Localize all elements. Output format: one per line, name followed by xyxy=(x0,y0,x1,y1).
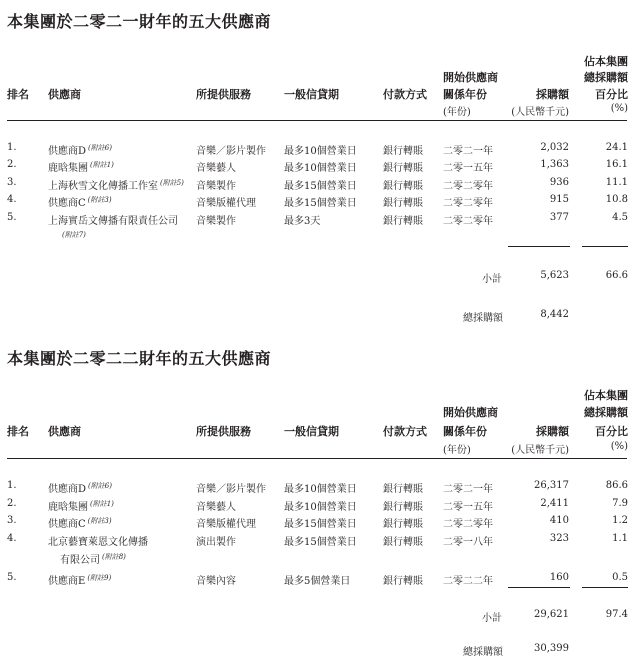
header-amount-unit: (人民幣千元) xyxy=(511,445,569,456)
supplier-note: (附註1) xyxy=(90,499,114,508)
subtotal-amount: 5,623 xyxy=(540,270,569,281)
supplier-name: 供應商D xyxy=(48,146,87,157)
row-service: 音樂版權代理 xyxy=(196,519,256,530)
row-pct: 24.1 xyxy=(605,142,628,153)
total-label: 總採購額 xyxy=(463,647,503,658)
header-service: 所提供服務 xyxy=(196,425,251,438)
header-supplier: 供應商 xyxy=(48,88,81,101)
row-credit: 最多10個營業日 xyxy=(284,146,357,157)
row-payment: 銀行轉賬 xyxy=(383,519,423,530)
row-supplier xyxy=(48,515,112,530)
header-since-unit: (年份) xyxy=(443,107,471,118)
row-supplier xyxy=(48,159,114,174)
header-rank: 排名 xyxy=(7,88,29,101)
row-supplier: 北京藝寶萊恩文化傳播 xyxy=(48,537,148,548)
row-rank: 4. xyxy=(7,533,17,544)
row-since: 二零二零年 xyxy=(443,216,493,227)
row-amount: 915 xyxy=(549,194,569,205)
row-payment: 銀行轉賬 xyxy=(383,537,423,548)
row-pct: 7.9 xyxy=(612,498,628,509)
header-pct-line1: 佔本集團 xyxy=(584,55,628,68)
header-amount: 採購額 xyxy=(536,425,569,438)
row-supplier: 上海實岳文傳播有限責任公司 xyxy=(48,216,178,227)
subtotal-label: 小計 xyxy=(482,613,502,624)
supplier-name: 供應商C xyxy=(48,519,86,530)
row-since: 二零二一年 xyxy=(443,146,493,157)
row-amount: 1,363 xyxy=(540,159,569,170)
amount-sum-rule xyxy=(508,246,570,247)
header-pct-unit: (%) xyxy=(610,103,628,114)
row-supplier xyxy=(48,480,112,495)
amount-sum-rule xyxy=(508,587,570,588)
row-supplier-line2 xyxy=(60,551,126,566)
row-since: 二零二零年 xyxy=(443,198,493,209)
header-since-line2: 關係年份 xyxy=(443,88,487,101)
row-rank: 2. xyxy=(7,498,17,509)
supplier-note: (附註3) xyxy=(87,195,112,204)
row-service: 音樂／影片製作 xyxy=(196,484,266,495)
row-since: 二零二二年 xyxy=(443,576,493,587)
row-amount: 410 xyxy=(549,515,569,526)
row-amount: 377 xyxy=(549,212,569,223)
row-service: 音樂藝人 xyxy=(196,502,236,513)
pct-sum-rule xyxy=(582,246,628,247)
total-amount: 30,399 xyxy=(534,643,569,654)
supplier-note: (附註8) xyxy=(102,552,126,561)
row-payment: 銀行轉賬 xyxy=(383,576,423,587)
header-since-line1: 開始供應商 xyxy=(443,406,498,419)
row-credit: 最多5個營業日 xyxy=(284,576,351,587)
row-credit: 最多3天 xyxy=(284,216,321,227)
supplier-name: 供應商C xyxy=(48,198,86,209)
supplier-name: 供應商D xyxy=(48,484,87,495)
row-amount: 936 xyxy=(549,177,569,188)
row-pct: 11.1 xyxy=(605,177,628,188)
row-pct: 16.1 xyxy=(605,159,628,170)
section-title: 本集團於二零二二財年的五大供應商 xyxy=(7,349,272,368)
row-service: 音樂版權代理 xyxy=(196,198,256,209)
row-supplier xyxy=(48,194,112,209)
row-pct: 4.5 xyxy=(612,212,628,223)
header-credit: 一般信貸期 xyxy=(284,88,339,101)
supplier-name: 供應商E xyxy=(48,576,86,587)
header-pct-unit: (%) xyxy=(610,441,628,452)
section-title: 本集團於二零二一財年的五大供應商 xyxy=(7,12,272,31)
row-rank: 1. xyxy=(7,142,17,153)
row-amount: 160 xyxy=(549,572,569,583)
row-credit: 最多15個營業日 xyxy=(284,198,357,209)
supplier-note: (附註5) xyxy=(160,178,184,187)
header-rule xyxy=(7,120,627,121)
row-credit: 最多10個營業日 xyxy=(284,163,357,174)
row-rank: 1. xyxy=(7,480,17,491)
header-payment: 付款方式 xyxy=(383,425,427,438)
header-rule xyxy=(7,458,627,459)
row-credit: 最多15個營業日 xyxy=(284,537,357,548)
row-payment: 銀行轉賬 xyxy=(383,181,423,192)
row-supplier xyxy=(48,572,111,587)
header-pct-line3: 百分比 xyxy=(595,88,628,101)
header-amount-unit: (人民幣千元) xyxy=(511,107,569,118)
header-since-unit: (年份) xyxy=(443,445,471,456)
row-supplier xyxy=(48,498,114,513)
row-pct: 0.5 xyxy=(612,572,628,583)
supplier-note: (附註1) xyxy=(90,160,114,169)
supplier-note: (附註6) xyxy=(88,481,112,490)
row-service: 音樂內容 xyxy=(196,576,236,587)
row-rank: 5. xyxy=(7,572,17,583)
row-rank: 2. xyxy=(7,159,17,170)
row-since: 二零一五年 xyxy=(443,502,493,513)
supplier-note: (附註7) xyxy=(62,231,86,239)
row-rank: 3. xyxy=(7,177,17,188)
row-payment: 銀行轉賬 xyxy=(383,163,423,174)
row-pct: 1.2 xyxy=(612,515,628,526)
header-supplier: 供應商 xyxy=(48,425,81,438)
supplier-name: 鹿晗集團 xyxy=(48,502,88,513)
row-rank: 3. xyxy=(7,515,17,526)
row-amount: 323 xyxy=(549,533,569,544)
header-since-line2: 關係年份 xyxy=(443,425,487,438)
row-credit: 最多15個營業日 xyxy=(284,519,357,530)
header-credit: 一般信貸期 xyxy=(284,425,339,438)
row-credit: 最多10個營業日 xyxy=(284,502,357,513)
row-service: 音樂製作 xyxy=(196,216,236,227)
row-since: 二零二零年 xyxy=(443,181,493,192)
row-service: 演出製作 xyxy=(196,537,236,548)
row-service: 音樂製作 xyxy=(196,181,236,192)
row-payment: 銀行轉賬 xyxy=(383,502,423,513)
row-amount: 2,032 xyxy=(540,142,569,153)
row-amount: 2,411 xyxy=(540,498,569,509)
row-since: 二零一八年 xyxy=(443,537,493,548)
supplier-name: 上海秋雪文化傳播工作室 xyxy=(48,181,158,192)
row-payment: 銀行轉賬 xyxy=(383,198,423,209)
row-since: 二零一五年 xyxy=(443,163,493,174)
row-credit: 最多10個營業日 xyxy=(284,484,357,495)
row-pct: 10.8 xyxy=(605,194,628,205)
supplier-name: 鹿晗集團 xyxy=(48,163,88,174)
subtotal-label: 小計 xyxy=(482,274,502,285)
row-credit: 最多15個營業日 xyxy=(284,181,357,192)
header-pct-line2: 總採購額 xyxy=(584,71,628,84)
header-payment: 付款方式 xyxy=(383,88,427,101)
subtotal-pct: 97.4 xyxy=(605,609,628,620)
row-rank: 5. xyxy=(7,212,17,223)
row-supplier xyxy=(48,142,112,157)
header-pct-line3: 百分比 xyxy=(595,425,628,438)
supplier-note: (附註9) xyxy=(87,573,112,582)
supplier-name: 有限公司 xyxy=(60,555,100,566)
row-rank: 4. xyxy=(7,194,17,205)
header-rank: 排名 xyxy=(7,425,29,438)
header-service: 所提供服務 xyxy=(196,88,251,101)
header-since-line1: 開始供應商 xyxy=(443,71,498,84)
row-payment: 銀行轉賬 xyxy=(383,216,423,227)
row-supplier xyxy=(48,177,184,192)
row-payment: 銀行轉賬 xyxy=(383,484,423,495)
subtotal-pct: 66.6 xyxy=(605,270,628,281)
row-since: 二零二一年 xyxy=(443,484,493,495)
row-pct: 86.6 xyxy=(605,480,628,491)
row-service: 音樂／影片製作 xyxy=(196,146,266,157)
header-amount: 採購額 xyxy=(536,88,569,101)
total-amount: 8,442 xyxy=(540,309,569,320)
header-pct-line1: 佔本集團 xyxy=(584,389,628,402)
supplier-note: (附註6) xyxy=(88,143,112,152)
row-service: 音樂藝人 xyxy=(196,163,236,174)
total-label: 總採購額 xyxy=(463,313,503,324)
pct-sum-rule xyxy=(582,587,628,588)
supplier-note: (附註3) xyxy=(87,516,112,525)
row-since: 二零二零年 xyxy=(443,519,493,530)
row-pct: 1.1 xyxy=(612,533,628,544)
header-pct-line2: 總採購額 xyxy=(584,406,628,419)
row-amount: 26,317 xyxy=(534,480,569,491)
row-payment: 銀行轉賬 xyxy=(383,146,423,157)
subtotal-amount: 29,621 xyxy=(534,609,569,620)
